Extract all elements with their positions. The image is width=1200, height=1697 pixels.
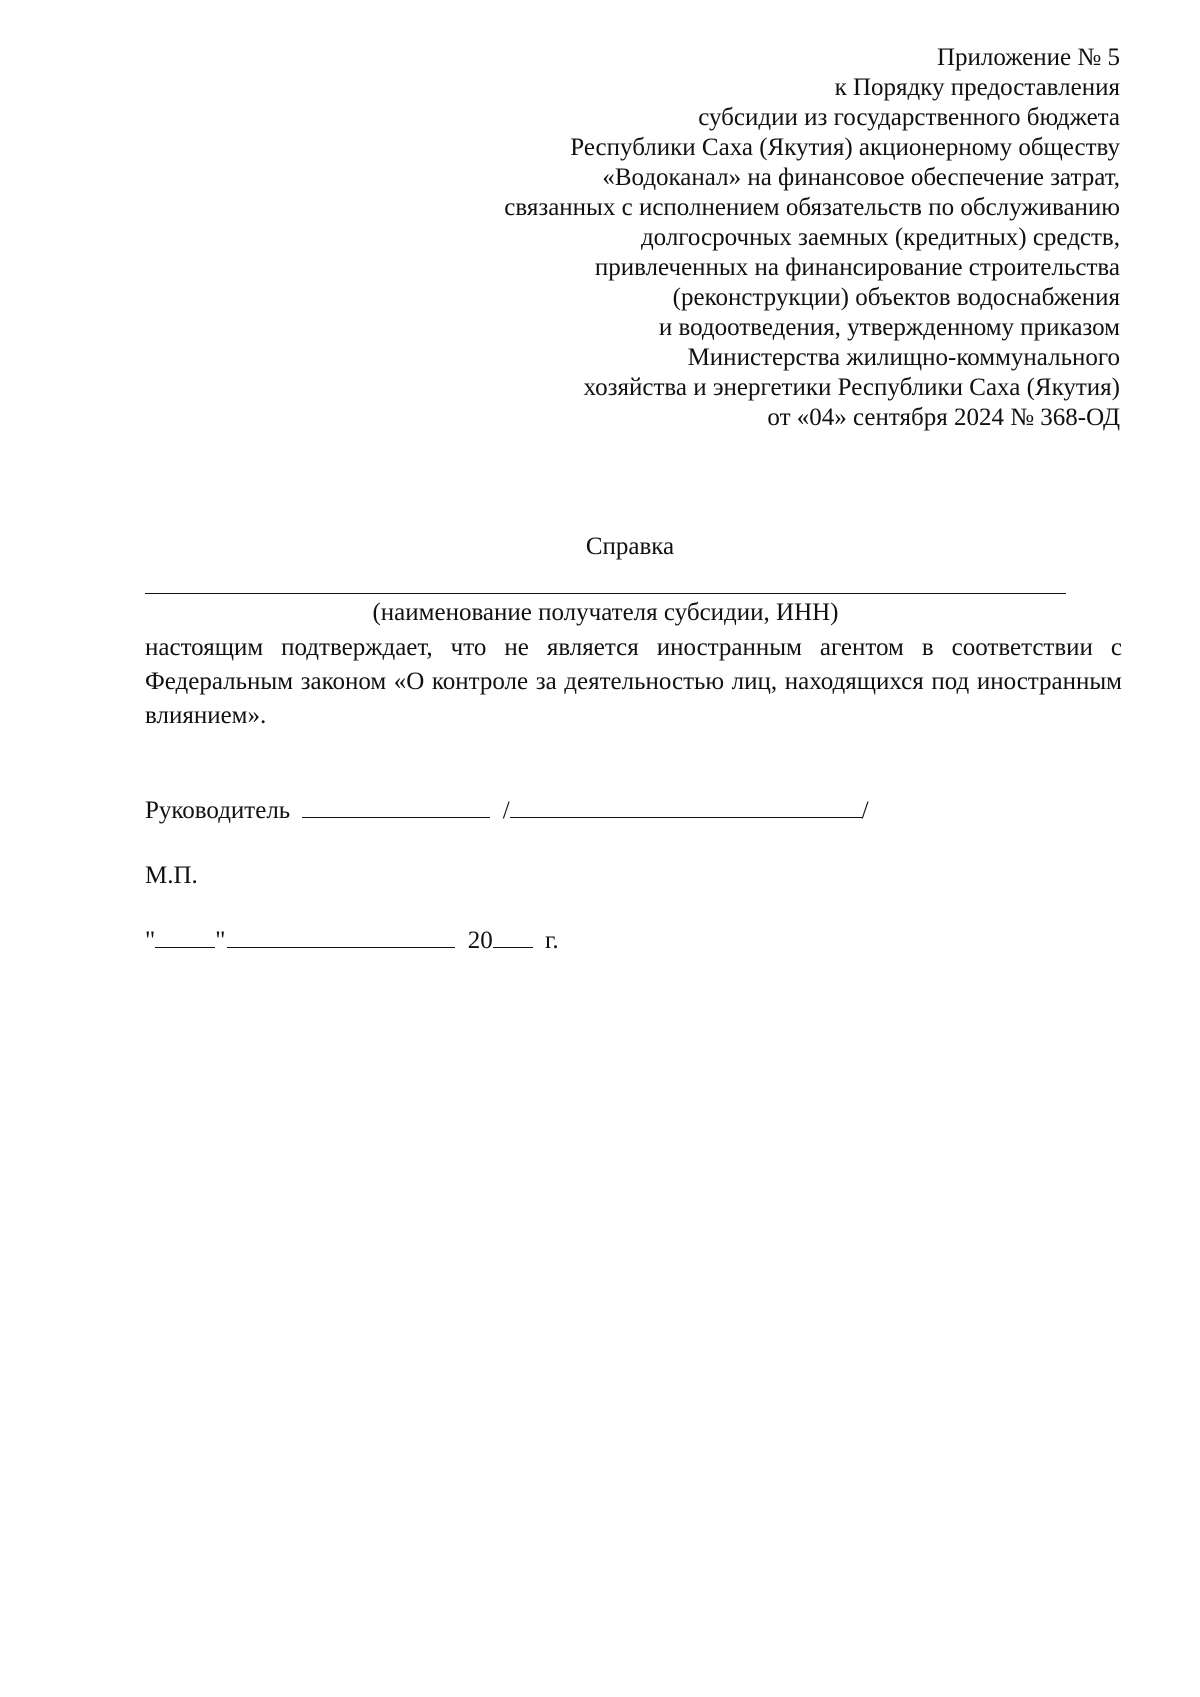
confirmation-text: настоящим подтверждает, что не является иностранным агентом в соответствии с Федеральным законом «О контроле за деятельностью лиц, находящихся под иностранным влиянием». [145, 634, 1122, 729]
signature-name-blank [510, 795, 862, 818]
year-blank [493, 925, 533, 948]
appendix-line: субсидии из государственного бюджета [698, 104, 1120, 131]
appendix-line: Министерства жилищно-коммунального [687, 344, 1120, 371]
date-quote-open: " [145, 927, 156, 954]
signature-slash-close: / [861, 797, 869, 824]
signature-blank [302, 795, 490, 818]
date-quote-close: " [215, 927, 226, 954]
appendix-line: Приложение № 5 [936, 44, 1120, 71]
year-suffix: г. [544, 927, 559, 954]
document-title: Справка [585, 533, 675, 560]
signature-row [145, 795, 1045, 826]
day-blank [155, 925, 215, 948]
recipient-caption: (наименование получателя субсидии, ИНН) [372, 599, 839, 626]
month-blank [227, 925, 455, 948]
appendix-line: и водоотведения, утвержденному приказом [658, 314, 1120, 341]
appendix-line: привлеченных на финансирование строительства [594, 254, 1120, 281]
recipient-name-blank [145, 593, 1066, 594]
year-prefix: 20 [467, 927, 493, 954]
appendix-line: от «04» сентября 2024 № 368-ОД [767, 404, 1120, 431]
appendix-line: хозяйства и энергетики Республики Саха (Якутия) [583, 374, 1120, 401]
appendix-line: (реконструкции) объектов водоснабжения [672, 284, 1120, 311]
date-row [145, 925, 559, 956]
signature-label: Руководитель [145, 797, 291, 824]
appendix-line: связанных с исполнением обязательств по обслуживанию [504, 194, 1120, 221]
appendix-line: к Порядку предоставления [834, 74, 1120, 101]
appendix-line: «Водоканал» на финансовое обеспечение затрат, [602, 164, 1120, 191]
signature-slash-open: / [502, 797, 510, 824]
appendix-line: Республики Саха (Якутия) акционерному обществу [570, 134, 1120, 161]
appendix-line: долгосрочных заемных (кредитных) средств, [640, 224, 1120, 251]
stamp-label: М.П. [145, 862, 198, 889]
appendix-header [380, 43, 1120, 433]
